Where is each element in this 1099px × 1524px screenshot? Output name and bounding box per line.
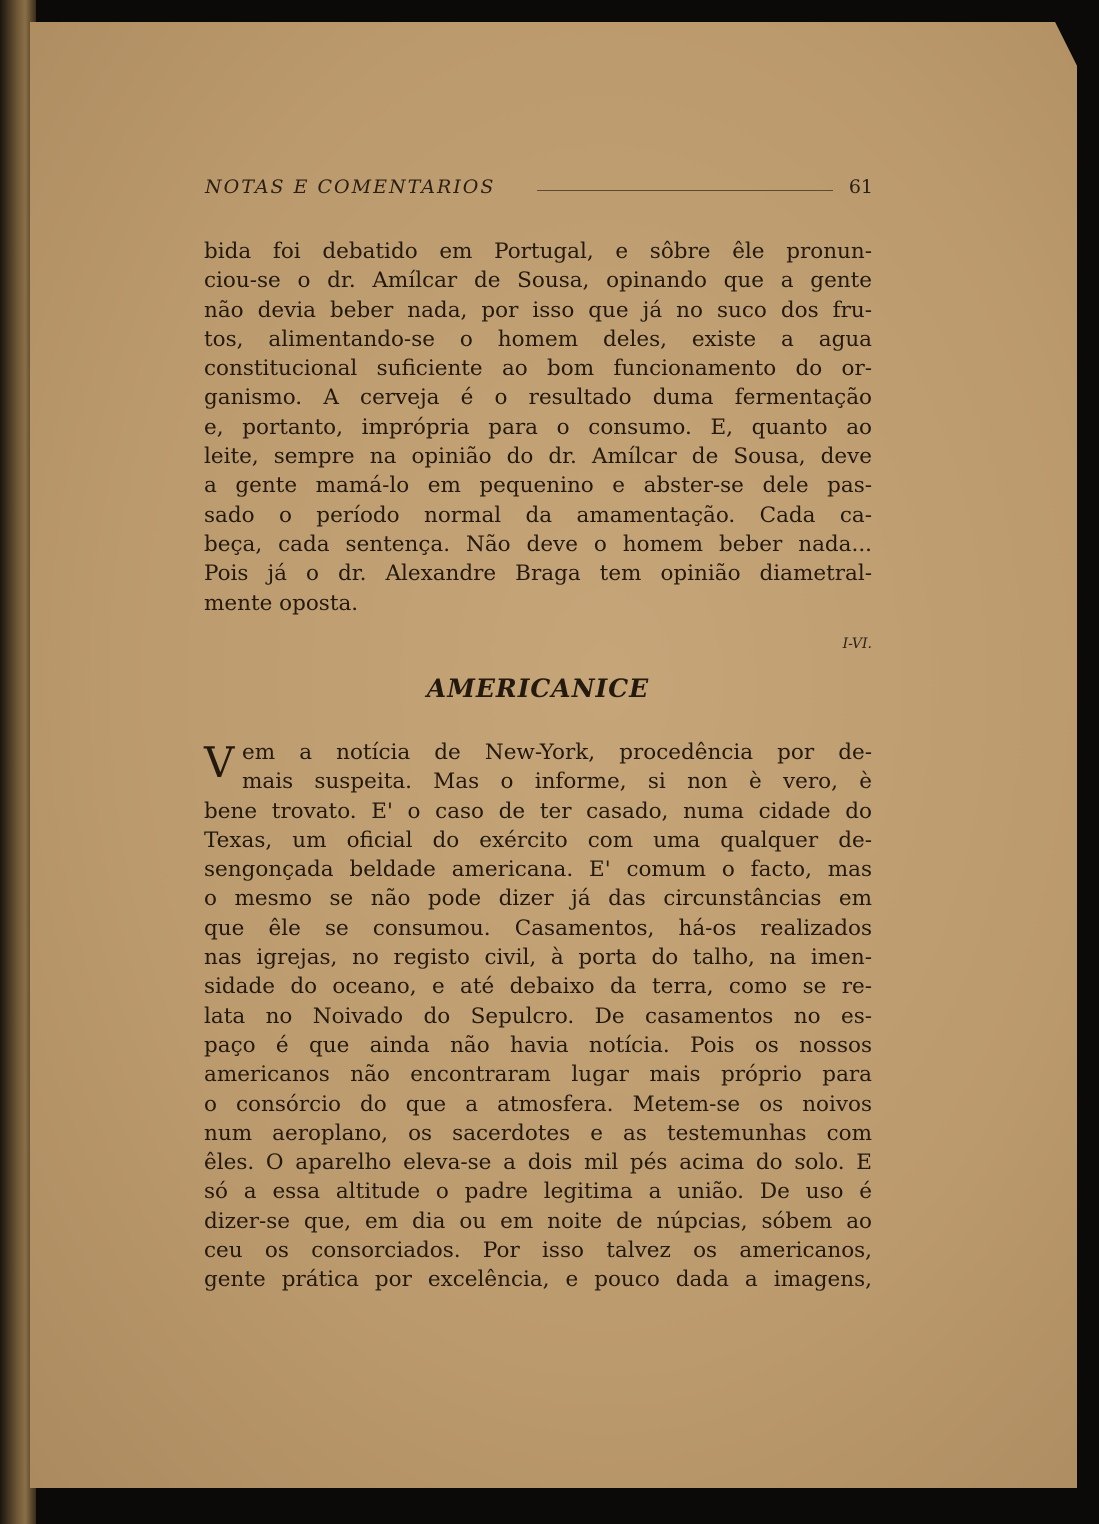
- text-line: paço é que ainda não havia notícia. Pois os nossos: [204, 1032, 872, 1058]
- page-number: 61: [848, 176, 873, 198]
- text-line: bene trovato. E' o caso de ter casado, numa cidade do: [204, 798, 872, 824]
- text-line: só a essa altitude o padre legitima a união. De uso é: [204, 1179, 872, 1205]
- text-line: lata no Noivado do Sepulcro. De casamentos no es-: [204, 1003, 872, 1029]
- text-line: em a notícia de New-York, procedência por de-: [242, 740, 872, 765]
- text-line: constitucional suficiente ao bom funcionamento do or-: [204, 356, 872, 382]
- paragraph-continuation: [204, 237, 872, 618]
- text-line: mais suspeita. Mas o informe, si non è vero, è: [242, 769, 872, 795]
- text-line: gente prática por excelência, e pouco dada a imagens,: [204, 1267, 872, 1293]
- text-line: mente oposta.: [204, 590, 359, 616]
- text-line: ganismo. A cerveja é o resultado duma fermentação: [204, 385, 872, 411]
- text-line: êles. O aparelho eleva-se a dois mil pés acima do solo. E: [204, 1150, 872, 1176]
- text-line: dizer-se que, em dia ou em noite de núpcias, sóbem ao: [204, 1208, 872, 1234]
- text-line: Pois já o dr. Alexandre Braga tem opinião diametral-: [204, 561, 872, 587]
- paragraph-americanice: [204, 738, 872, 1295]
- text-line: não devia beber nada, por isso que já no suco dos fru-: [204, 297, 872, 323]
- text-line: tos, alimentando-se o homem deles, existe a agua: [204, 326, 872, 352]
- page-header: [205, 176, 873, 202]
- running-title: NOTAS E COMENTARIOS: [205, 176, 496, 198]
- text-line: a gente mamá-lo em pequenino e abster-se dele pas-: [204, 473, 872, 499]
- header-rule: [537, 190, 833, 191]
- drop-cap: V: [204, 738, 235, 787]
- text-line: sado o período normal da amamentação. Cada ca-: [204, 502, 872, 528]
- text-line: ceu os consorciados. Por isso talvez os americanos,: [204, 1238, 872, 1264]
- text-line: nas igrejas, no registo civil, à porta do talho, na imen-: [204, 945, 872, 971]
- text-line: num aeroplano, os sacerdotes e as testemunhas com: [204, 1120, 872, 1146]
- text-line: e, portanto, imprópria para o consumo. E, quanto ao: [204, 414, 872, 440]
- text-line: Texas, um oficial do exército com uma qualquer de-: [204, 827, 872, 853]
- section-title: AMERICANICE: [426, 674, 650, 703]
- text-line: sidade do oceano, e até debaixo da terra, como se re-: [204, 974, 872, 1000]
- text-line: sengonçada beldade americana. E' comum o facto, mas: [204, 857, 872, 883]
- text-line: bida foi debatido em Portugal, e sôbre êle pronun-: [204, 239, 872, 264]
- text-line: o consórcio do que a atmosfera. Metem-se os noivos: [204, 1091, 872, 1117]
- author-signature: I-VI.: [842, 636, 872, 652]
- text-line: que êle se consumou. Casamentos, há-os realizados: [204, 915, 872, 941]
- text-line: ciou-se o dr. Amílcar de Sousa, opinando que a gente: [204, 268, 872, 294]
- text-line: leite, sempre na opinião do dr. Amílcar de Sousa, deve: [204, 444, 872, 470]
- text-line: beça, cada sentença. Não deve o homem beber nada...: [204, 531, 872, 557]
- text-line: o mesmo se não pode dizer já das circunstâncias em: [204, 886, 872, 912]
- text-line: americanos não encontraram lugar mais próprio para: [204, 1062, 872, 1088]
